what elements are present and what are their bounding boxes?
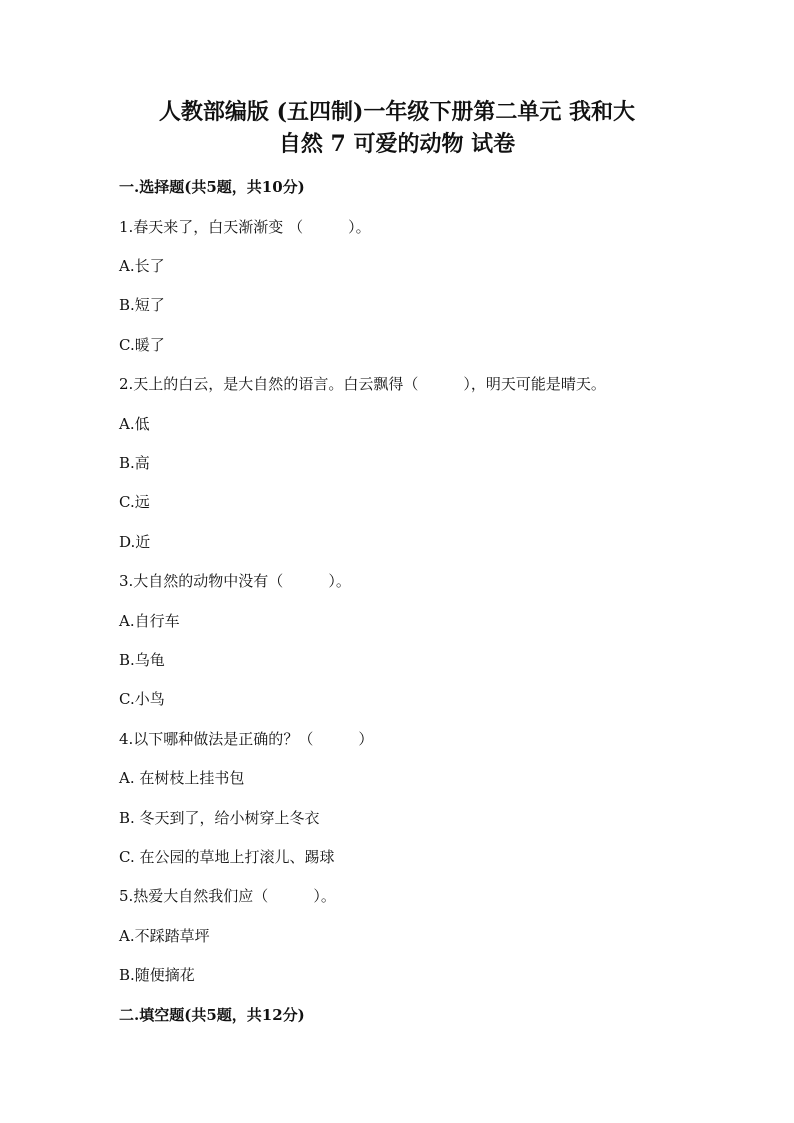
section-heading-multiple-choice: 一.选择题(共5题，共10分) bbox=[119, 178, 305, 196]
question-2-option-b: B.高 bbox=[119, 454, 150, 472]
question-4: 4.以下哪种做法是正确的？（ ） bbox=[119, 730, 374, 748]
question-2-option-a: A.低 bbox=[119, 415, 150, 433]
question-1-option-b: B.短了 bbox=[119, 296, 165, 314]
question-1-option-c: C.暖了 bbox=[119, 336, 165, 354]
question-1-option-a: A.长了 bbox=[119, 257, 165, 275]
question-4-option-c: C. 在公园的草地上打滚儿、踢球 bbox=[119, 848, 335, 866]
question-2: 2.天上的白云，是大自然的语言。白云飘得（ ），明天可能是晴天。 bbox=[119, 375, 606, 393]
question-3-option-c: C.小鸟 bbox=[119, 690, 165, 708]
question-1: 1.春天来了，白天渐渐变 （ ）。 bbox=[119, 218, 371, 236]
question-3-option-a: A.自行车 bbox=[119, 612, 180, 630]
question-5: 5.热爱大自然我们应（ ）。 bbox=[119, 887, 336, 905]
question-3: 3.大自然的动物中没有（ ）。 bbox=[119, 572, 351, 590]
question-2-option-c: C.远 bbox=[119, 493, 150, 511]
question-3-option-b: B.乌龟 bbox=[119, 651, 165, 669]
question-5-option-a: A.不踩踏草坪 bbox=[119, 927, 210, 945]
question-5-option-b: B.随便摘花 bbox=[119, 966, 195, 984]
question-4-option-b: B. 冬天到了，给小树穿上冬衣 bbox=[119, 809, 320, 827]
question-2-option-d: D.近 bbox=[119, 533, 151, 551]
section-heading-fill-in-blank: 二.填空题(共5题，共12分) bbox=[119, 1006, 305, 1024]
question-4-option-a: A. 在树枝上挂书包 bbox=[119, 769, 245, 787]
exam-title-line-2: 自然 7 可爱的动物 试卷 bbox=[278, 131, 516, 157]
exam-title-line-1: 人教部编版 (五四制)一年级下册第二单元 我和大 bbox=[158, 99, 636, 125]
